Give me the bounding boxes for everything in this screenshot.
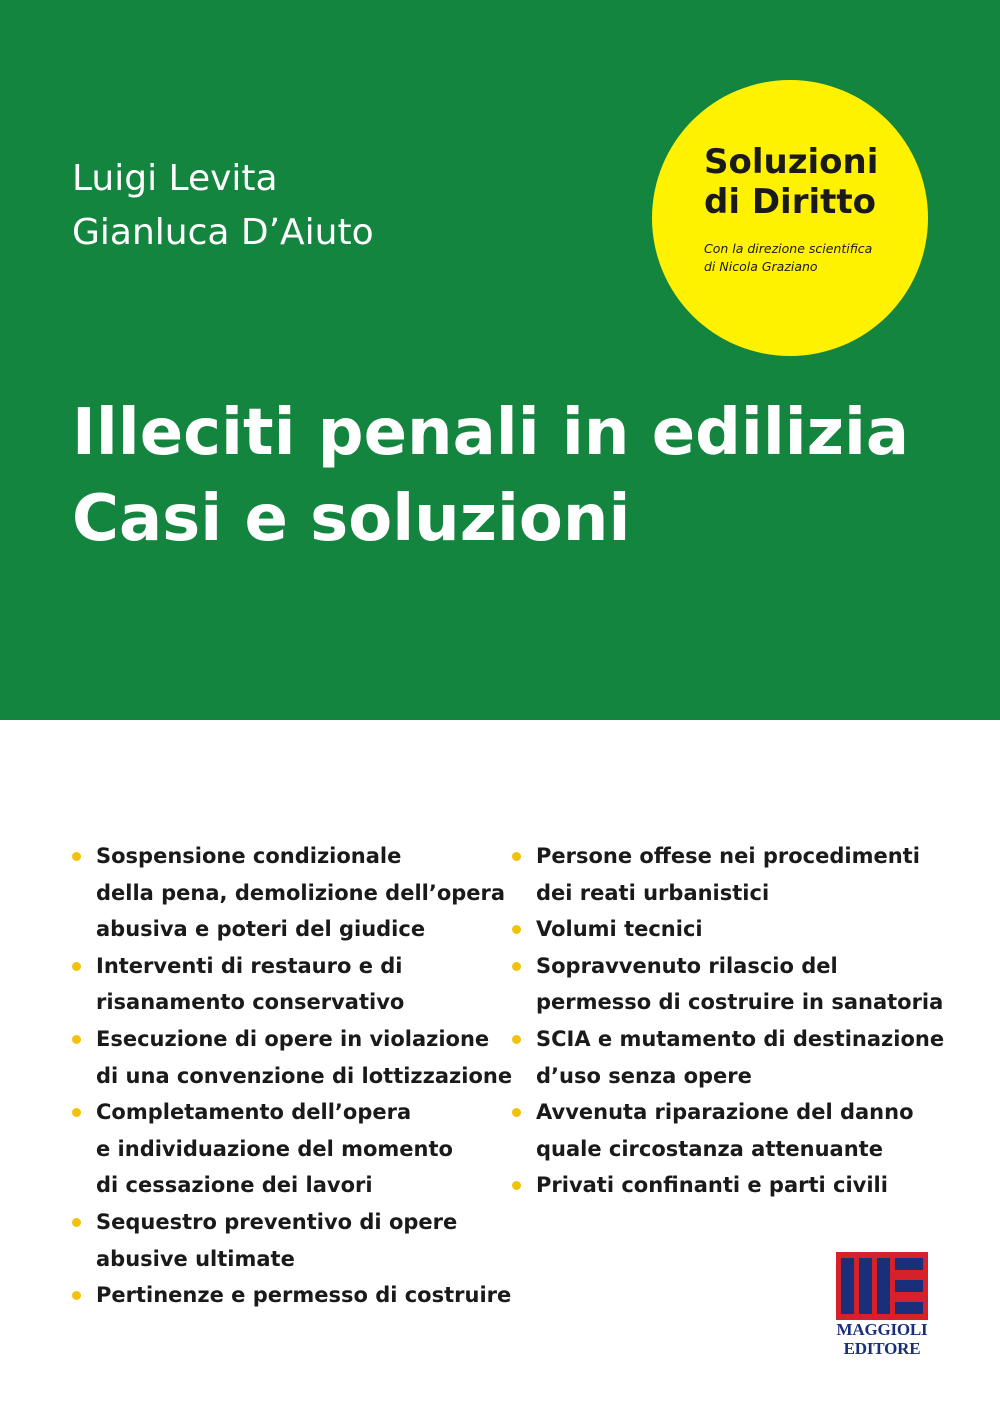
topic-line: quale circostanza attenuante [536,1136,883,1161]
topic-item [512,1167,942,1204]
topic-item [72,838,506,948]
bullet-icon [512,925,521,934]
topic-item [512,948,942,1021]
topic-line: Esecuzione di opere in violazione [96,1026,490,1051]
topic-line: Privati confinanti e parti civili [536,1173,888,1198]
series-title [704,142,878,222]
book-title-line: Illeciti penali in edilizia [72,396,910,470]
topic-line: abusive ultimate [96,1246,295,1271]
topic-line: della pena, demolizione dell’opera [96,880,506,905]
topic-line: di cessazione dei lavori [96,1173,373,1198]
topic-item [72,1021,513,1094]
topic-line: risanamento conservativo [96,990,405,1015]
topic-line: Completamento dell’opera [96,1100,412,1125]
topic-line: abusiva e poteri del giudice [96,917,426,942]
series-subtitle-line: Con la direzione scientifica [704,241,873,256]
series-subtitle-line: di Nicola Graziano [704,259,818,274]
topic-line: Sopravvenuto rilascio del [536,953,838,978]
topic-line: d’uso senza opere [536,1063,752,1088]
bullet-icon [72,1035,81,1044]
author-name: Gianluca D’Aiuto [72,212,374,253]
topics-left-column [72,838,513,1314]
topic-line: SCIA e mutamento di destinazione [536,1026,945,1051]
bullet-icon [72,1108,81,1117]
topic-line: Sospensione condizionale [96,844,402,868]
book-title [72,390,909,562]
topic-item [512,1094,942,1167]
topic-line: dei reati urbanistici [536,880,770,905]
series-title-line: di Diritto [704,182,876,222]
bullet-icon [512,962,521,971]
bullet-icon [72,1218,81,1227]
publisher-name-line: EDITORE [843,1339,921,1358]
bullet-icon [512,1035,521,1044]
topic-item [512,838,942,911]
topic-line: Pertinenze e permesso di costruire [96,1283,512,1308]
topic-item [512,1021,945,1094]
bullet-icon [72,852,81,861]
topic-line: Interventi di restauro e di [96,953,403,978]
publisher-logo [836,1252,928,1358]
topic-item [72,1277,512,1314]
topic-item [72,1094,502,1204]
bullet-icon [512,852,521,861]
topic-line: Avvenuta riparazione del danno [536,1100,914,1125]
topic-line: Sequestro preventivo di opere [96,1209,458,1234]
topic-line: Volumi tecnici [536,917,703,942]
topics-right-column [512,838,945,1204]
author-name: Luigi Levita [72,158,278,199]
publisher-name-line: MAGGIOLI [836,1320,928,1339]
topic-line: e individuazione del momento [96,1136,453,1161]
topic-item [72,1204,502,1277]
bullet-icon [72,962,81,971]
authors [72,152,374,260]
topic-item [72,948,502,1021]
topic-item [512,911,942,948]
bullet-icon [512,1181,521,1190]
publisher-name [836,1320,928,1358]
maggioli-logo-icon [836,1252,928,1320]
series-badge [652,80,928,356]
bullet-icon [72,1291,81,1300]
topic-line: di una convenzione di lottizzazione [96,1063,513,1088]
topic-line: Persone offese nei procedimenti [536,844,920,868]
book-title-line: Casi e soluzioni [72,482,631,556]
series-subtitle [704,240,872,276]
topic-line: permesso di costruire in sanatoria [536,990,944,1015]
series-title-line: Soluzioni [704,142,879,182]
bullet-icon [512,1108,521,1117]
